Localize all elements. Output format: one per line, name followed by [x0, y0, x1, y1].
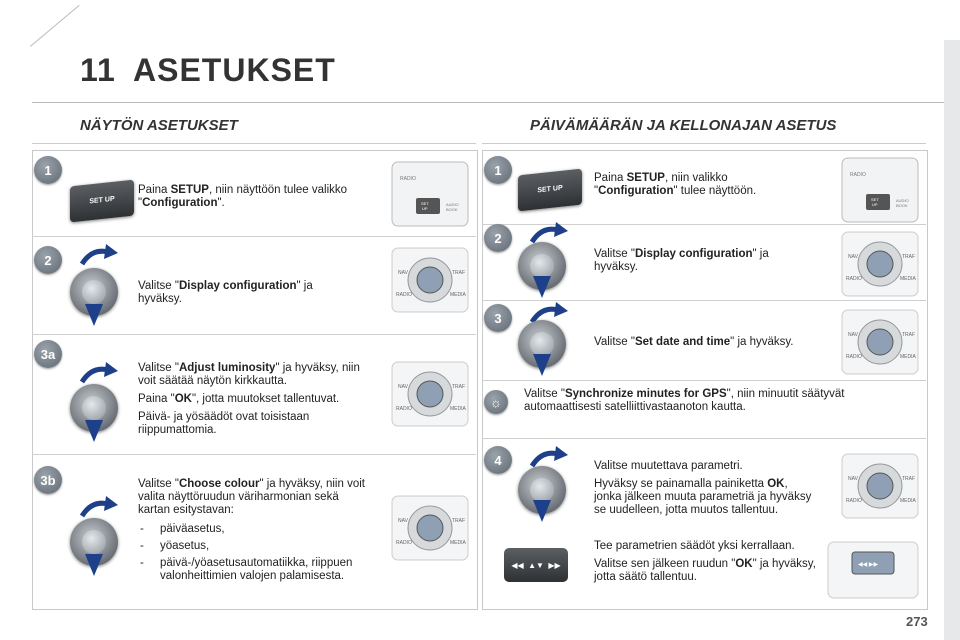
colour-options-list: [138, 523, 370, 583]
direction-pad-illustration: [504, 548, 568, 582]
svg-text:AUDIO: AUDIO: [896, 198, 909, 203]
chapter-divider-slant: [30, 5, 80, 47]
svg-text:MEDIA: MEDIA: [900, 498, 916, 504]
step-badge: 2: [34, 246, 62, 274]
row-separator: [482, 300, 926, 301]
right-heading-line: [482, 143, 926, 144]
step-badge: 1: [34, 156, 62, 184]
press-arrow-icon: [85, 420, 103, 442]
svg-text:TRAF: TRAF: [452, 270, 466, 276]
row-separator: [482, 438, 926, 439]
svg-text:RADIO: RADIO: [396, 292, 412, 298]
svg-text:UP: UP: [422, 206, 428, 211]
left-step-3b-intro: Valitse "Choose colour" ja hyväksy, niin voit valita näyttöruudun väriharmonian sekä kartan esitystavan:: [138, 478, 365, 516]
svg-text:NAV: NAV: [848, 476, 858, 482]
svg-text:MEDIA: MEDIA: [450, 540, 466, 546]
rotate-arrow-icon: [78, 244, 118, 268]
svg-text:SET: SET: [871, 197, 879, 202]
svg-text:MEDIA: MEDIA: [450, 406, 466, 412]
control-panel-knob-illustration: [840, 228, 920, 300]
right-step-4-followup-text: Tee parametrien säädöt yksi kerrallaan. Valitse sen jälkeen ruudun "OK" ja hyväksy, jotta säätö tallentuu.: [594, 540, 816, 583]
svg-text:RADIO: RADIO: [846, 276, 862, 282]
svg-text:NAV: NAV: [398, 518, 408, 524]
up-down-icon: ▲▼: [528, 560, 544, 570]
svg-text:TRAF: TRAF: [452, 518, 466, 524]
step-badge: 2: [484, 224, 512, 252]
press-arrow-icon: [533, 354, 551, 376]
row-separator: [482, 380, 926, 381]
press-arrow-icon: [533, 500, 551, 522]
press-arrow-icon: [85, 304, 103, 326]
colour-option: - yöasetus,: [138, 540, 370, 553]
control-panel-setup-illustration: [390, 158, 470, 230]
svg-text:RADIO: RADIO: [846, 498, 862, 504]
svg-text:TRAF: TRAF: [452, 384, 466, 390]
svg-text:MEDIA: MEDIA: [900, 354, 916, 360]
chapter-title: ASETUKSET: [133, 52, 336, 88]
left-step-3b-text: [138, 478, 370, 587]
svg-text:NAV: NAV: [398, 270, 408, 276]
svg-text:◀◀ ▶▶: ◀◀ ▶▶: [858, 562, 879, 568]
step-badge: 3b: [34, 466, 62, 494]
rotate-arrow-icon: [78, 362, 118, 386]
svg-text:NAV: NAV: [848, 254, 858, 260]
left-step-3a-text: Valitse "Adjust luminosity" ja hyväksy, niin voit säätää näytön kirkkautta. Paina "OK", jotta muutokset tallentuvat. Päivä- ja yösäädöt ovat toisistaan riippumattomia.: [138, 362, 360, 436]
page-number: 273: [906, 614, 928, 629]
setup-button-illustration: SET UP: [70, 180, 134, 223]
svg-text:TRAF: TRAF: [902, 476, 916, 482]
control-panel-knob-illustration: [390, 492, 470, 564]
svg-text:RADIO: RADIO: [400, 176, 416, 182]
svg-text:BOOK: BOOK: [446, 207, 458, 212]
right-step-1-text: Paina SETUP, niin valikko "Configuration" tulee näyttöön.: [594, 172, 757, 197]
rewind-icon: ◀◀: [511, 560, 524, 570]
right-step-4-text: Valitse muutettava parametri. Hyväksy se painamalla painiketta OK, jonka jälkeen muuta parametriä ja hyväksy se uudelleen, jotta muutos tallentuu.: [594, 460, 812, 516]
chapter-divider: [32, 102, 944, 103]
svg-text:MEDIA: MEDIA: [450, 292, 466, 298]
step-badge: 1: [484, 156, 512, 184]
control-panel-dpad-illustration: [826, 540, 920, 600]
step-badge: 3: [484, 304, 512, 332]
left-heading-line: [32, 143, 476, 144]
rotate-arrow-icon: [78, 496, 118, 520]
step-badge: 3a: [34, 340, 62, 368]
left-step-1-text: Paina SETUP, niin näyttöön tulee valikko "Configuration".: [138, 184, 348, 209]
row-separator: [32, 334, 476, 335]
control-panel-setup-illustration: [840, 154, 920, 226]
chapter-number: 11: [80, 52, 116, 88]
svg-text:RADIO: RADIO: [850, 172, 866, 178]
svg-text:TRAF: TRAF: [902, 254, 916, 260]
fast-forward-icon: ▶▶: [548, 560, 561, 570]
svg-text:RADIO: RADIO: [396, 540, 412, 546]
right-section-heading: PÄIVÄMÄÄRÄN JA KELLONAJAN ASETUS: [530, 117, 837, 134]
press-arrow-icon: [533, 276, 551, 298]
right-step-2-text: Valitse "Display configuration" ja hyväksy.: [594, 248, 769, 273]
row-separator: [32, 454, 476, 455]
step-badge: 4: [484, 446, 512, 474]
svg-text:SET: SET: [421, 201, 429, 206]
press-arrow-icon: [85, 554, 103, 576]
colour-option: - päiväasetus,: [138, 523, 370, 536]
control-panel-knob-illustration: [840, 450, 920, 522]
control-panel-knob-illustration: [390, 358, 470, 430]
setup-button-illustration: SET UP: [518, 169, 582, 212]
svg-text:TRAF: TRAF: [902, 332, 916, 338]
svg-text:NAV: NAV: [848, 332, 858, 338]
row-separator: [32, 236, 476, 237]
page-edge-bar: [944, 40, 960, 640]
svg-text:BOOK: BOOK: [896, 203, 908, 208]
right-gps-sync-text: Valitse "Synchronize minutes for GPS", niin minuutit säätyvät automaattisesti satelliittivastaanoton kautta.: [524, 388, 845, 413]
control-panel-knob-illustration: [390, 244, 470, 316]
svg-text:UP: UP: [872, 202, 878, 207]
right-step-3-text: Valitse "Set date and time" ja hyväksy.: [594, 336, 794, 348]
sun-icon: ☼: [484, 390, 508, 414]
svg-text:MEDIA: MEDIA: [900, 276, 916, 282]
control-panel-knob-illustration: [840, 306, 920, 378]
colour-option: - päivä-/yöasetusautomatiikka, riippuen valonheittimien valojen palamisesta.: [138, 557, 370, 583]
svg-text:NAV: NAV: [398, 384, 408, 390]
svg-text:RADIO: RADIO: [846, 354, 862, 360]
left-section-heading: NÄYTÖN ASETUKSET: [80, 117, 238, 134]
svg-text:RADIO: RADIO: [396, 406, 412, 412]
svg-text:AUDIO: AUDIO: [446, 202, 459, 207]
left-step-2-text: Valitse "Display configuration" ja hyväksy.: [138, 280, 313, 305]
